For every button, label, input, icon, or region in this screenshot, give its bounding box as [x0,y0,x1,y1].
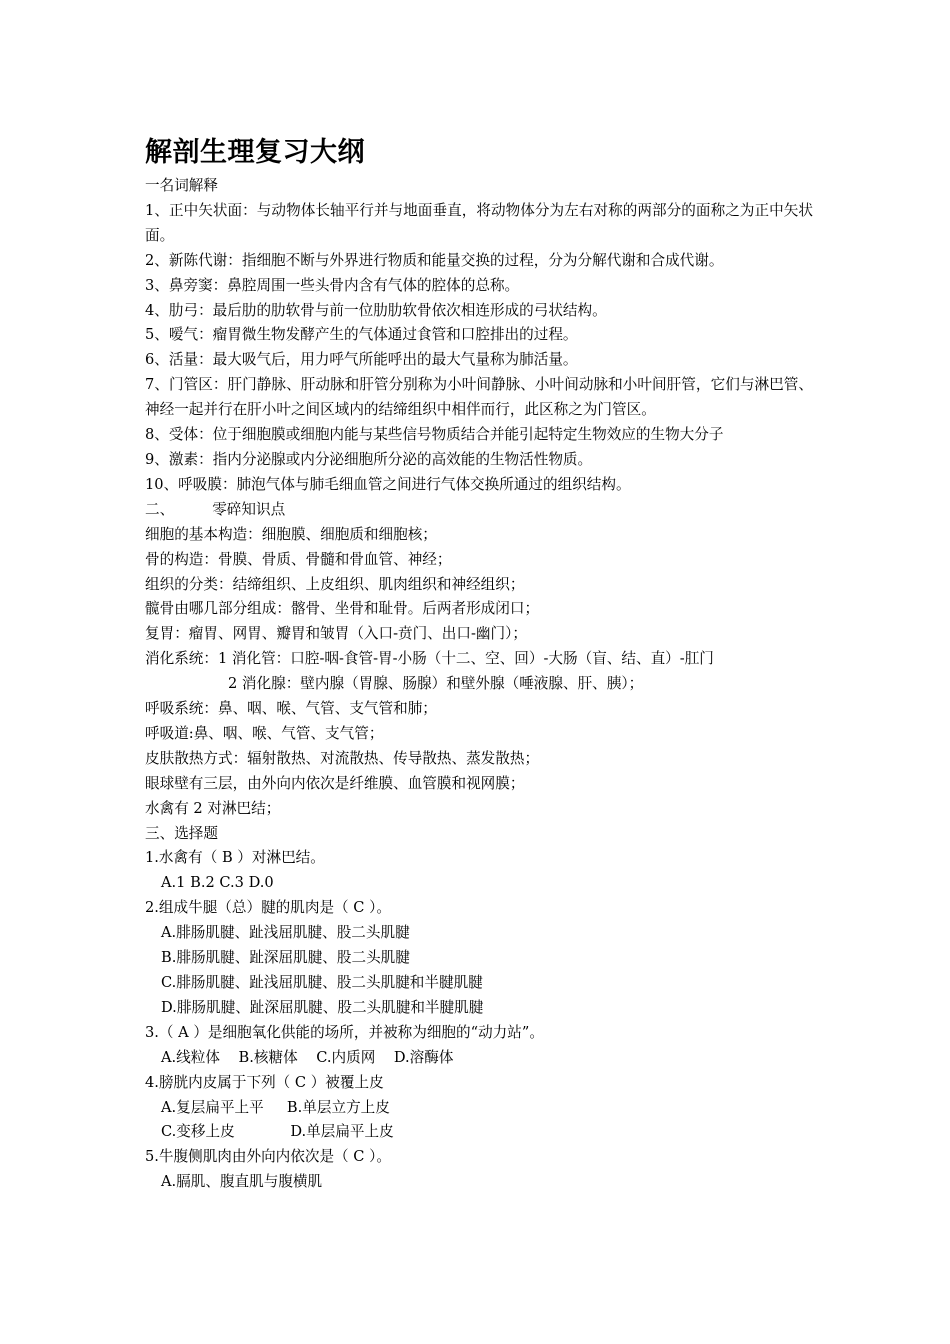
definition-item: 2、新陈代谢：指细胞不断与外界进行物质和能量交换的过程，分为分解代谢和合成代谢。 [145,251,724,269]
definition-item: 1、正中矢状面：与动物体长轴平行并与地面垂直，将动物体分为左右对称的两部分的面称之为正中矢状面。 [145,201,813,244]
definition-item: 6、活量：最大吸气后，用力呼气所能呼出的最大气量称为肺活量。 [145,351,578,369]
definition-item: 9、激素：指内分泌腺或内分泌细胞所分泌的高效能的生物活性物质。 [145,450,593,468]
question-option: A.膈肌、腹直肌与腹横肌 [161,1173,323,1191]
question-option: C.腓肠肌腱、趾浅屈肌腱、股二头肌腱和半腱肌腱 [161,974,483,991]
section-heading [145,498,813,523]
question-stem: 2.组成牛腿（总）腱的肌肉是（ C ）。 [145,899,391,917]
definition-item: 8、受体：位于细胞膜或细胞内能与某些信号物质结合并能引起特定生物效应的生物大分子 [145,426,724,444]
knowledge-item: 皮肤散热方式：辐射散热、对流散热、传导散热、蒸发散热； [145,749,540,767]
question-stem: 4.膀胱内皮属于下列（ C ）被覆上皮 [145,1073,384,1091]
knowledge-item: 呼吸道:鼻、咽、喉、气管、支气管； [145,724,384,742]
definition-item: 4、肋弓：最后肋的肋软骨与前一位肋肋软骨依次相连形成的弓状结构。 [145,301,607,319]
question-option: C.变移上皮 D.单层扁平上皮 [161,1123,394,1141]
knowledge-item: 髋骨由哪几部分组成：髂骨、坐骨和耻骨。后两者形成闭口； [145,600,540,618]
document-body [145,132,813,1195]
knowledge-item: 消化系统：1 消化管：口腔-咽-食管-胃-小肠（十二、空、回）-大肠（盲、结、直）-肛门 [145,650,714,668]
knowledge-item: 骨的构造：骨膜、骨质、骨髓和骨血管、神经； [145,550,452,568]
question-option: A.1 B.2 C.3 D.0 [161,874,274,892]
definition-item: 7、门管区：肝门静脉、肝动脉和肝管分别称为小叶间静脉、小叶间动脉和小叶间肝管，它们与淋巴管、神经一起并行在肝小叶之间区域内的结缔组织中相伴而行，此区称之为门管区。 [145,376,813,419]
knowledge-item: 复胃：瘤胃、网胃、瓣胃和皱胃（入口-贲门、出口-幽门）； [145,625,528,643]
knowledge-item: 眼球壁有三层，由外向内依次是纤维膜、血管膜和视网膜； [145,774,525,792]
knowledge-item: 呼吸系统：鼻、咽、喉、气管、支气管和肺； [145,700,437,718]
knowledge-item: 细胞的基本构造：细胞膜、细胞质和细胞核； [145,525,437,543]
definition-item: 10、呼吸膜：肺泡气体与肺毛细血管之间进行气体交换所通过的组织结构。 [145,475,631,493]
question-stem: 5.牛腹侧肌肉由外向内依次是（ C ）。 [145,1148,391,1166]
question-option: A.线粒体 B.核糖体 C.内质网 D.溶酶体 [161,1048,454,1066]
knowledge-item: 2 消化腺：壁内腺（胃腺、肠腺）和壁外腺（唾液腺、肝、胰）； [228,675,644,693]
question-option: A.腓肠肌腱、趾浅屈肌腱、股二头肌腱 [161,924,410,942]
definition-item: 3、鼻旁窦：鼻腔周围一些头骨内含有气体的腔体的总称。 [145,276,520,294]
question-option: B.腓肠肌腱、趾深屈肌腱、股二头肌腱 [161,949,410,967]
question-option: D.腓肠肌腱、趾深屈肌腱、股二头肌腱和半腱肌腱 [161,998,484,1016]
question-stem: 1.水禽有（ B ）对淋巴结。 [145,849,325,867]
section-heading: 三、选择题 [145,824,218,842]
section-number: 二、 [145,500,175,518]
question-stem: 3.（ A ）是细胞氧化供能的场所，并被称为细胞的“动力站”。 [145,1023,544,1041]
knowledge-item: 水禽有 2 对淋巴结； [145,799,281,817]
knowledge-item: 组织的分类：结缔组织、上皮组织、肌肉组织和神经组织； [145,575,525,593]
page-title: 解剖生理复习大纲 [145,137,365,168]
definition-item: 5、嗳气：瘤胃微生物发酵产生的气体通过食管和口腔排出的过程。 [145,326,578,344]
section-heading: 一名词解释 [145,177,218,194]
section-title: 零碎知识点 [212,500,286,518]
question-option: A.复层扁平上平 B.单层立方上皮 [161,1098,390,1116]
